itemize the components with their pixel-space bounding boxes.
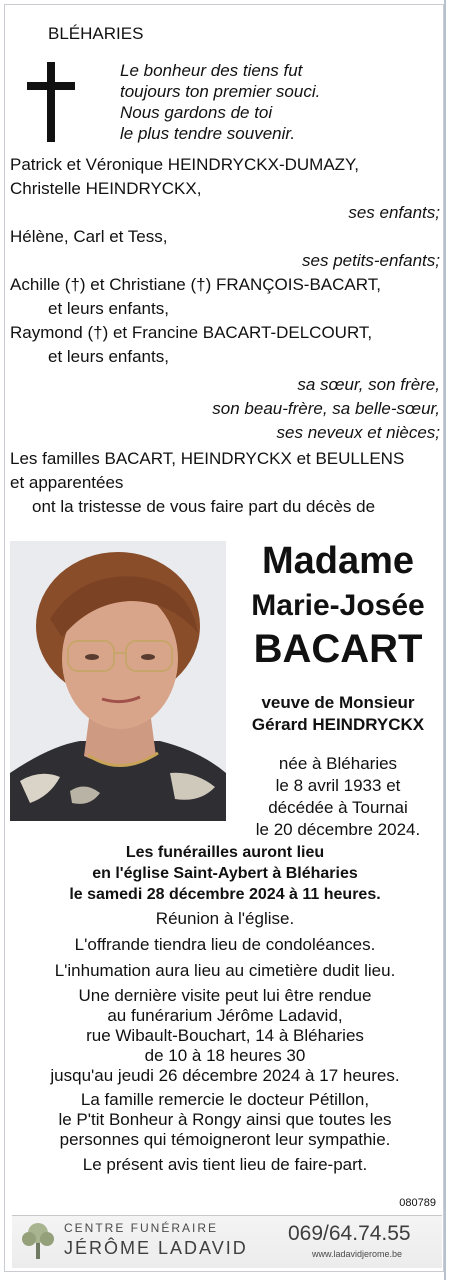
birth-death-line: le 8 avril 1933 et [275, 776, 401, 795]
deceased-first-name: Marie-Josée [251, 589, 425, 622]
info-line: L'inhumation aura lieu au cimetière dudit lieu. [54, 961, 396, 980]
deceased-title: Madame [261, 540, 415, 582]
family-line: Patrick et Véronique HEINDRYCKX-DUMAZY, [10, 155, 359, 174]
funeral-home-footer [12, 1215, 442, 1268]
info-line: jusqu'au jeudi 26 décembre 2024 à 17 heures. [50, 1066, 400, 1085]
info-line: personnes qui témoigneront leur sympathie. [59, 1130, 391, 1149]
birth-death-line: née à Bléharies [278, 754, 398, 773]
role-grandchildren: ses petits-enfants; [302, 251, 440, 270]
footer-phone: 069/64.74.55 [288, 1222, 411, 1245]
info-line: Une dernière visite peut lui être rendue [78, 986, 372, 1005]
cross-icon [27, 62, 75, 142]
family-line: Raymond (†) et Francine BACART-DELCOURT, [10, 323, 373, 342]
page-edge [444, 0, 446, 1280]
funeral-line: en l'église Saint-Aybert à Bléharies [92, 865, 358, 882]
family-line: Achille (†) et Christiane (†) FRANÇOIS-BACART, [10, 275, 381, 294]
birth-death-block [236, 753, 440, 841]
poem-line: Nous gardons de toi [120, 103, 273, 122]
role-siblings: sa sœur, son frère, [297, 375, 440, 394]
family-block [10, 154, 440, 520]
reference-number: 080789 [399, 1197, 436, 1209]
footer-website: www.ladavidjerome.be [312, 1249, 403, 1259]
family-line: Hélène, Carl et Tess, [10, 227, 168, 246]
family-line: Christelle HEINDRYCKX, [10, 179, 202, 198]
widow-line: Gérard HEINDRYCKX [251, 715, 425, 734]
info-line: Réunion à l'église. [155, 909, 295, 928]
poem-line: le plus tendre souvenir. [120, 124, 296, 143]
announcement-line: ont la tristesse de vous faire part du décès de [32, 497, 376, 516]
widow-line: veuve de Monsieur [261, 693, 415, 712]
location-heading: BLÉHARIES [48, 24, 144, 43]
footer-line1: CENTRE FUNÉRAIRE [64, 1221, 219, 1235]
info-line: Le présent avis tient lieu de faire-part. [82, 1155, 368, 1174]
funeral-bold-block [10, 842, 440, 905]
footer-line2: JÉRÔME LADAVID [64, 1238, 248, 1258]
info-line: rue Wibault-Bouchart, 14 à Bléharies [86, 1026, 364, 1045]
info-line: au funérarium Jérôme Ladavid, [107, 1006, 343, 1025]
funeral-info-block [10, 908, 440, 1176]
families-line: Les familles BACART, HEINDRYCKX et BEULLENS [10, 449, 405, 468]
role-siblings: son beau-frère, sa belle-sœur, [212, 399, 440, 418]
birth-death-line: le 20 décembre 2024. [255, 820, 421, 839]
info-line: le P'tit Bonheur à Rongy ainsi que toutes les [58, 1110, 392, 1129]
birth-death-line: décédée à Tournai [268, 798, 408, 817]
info-line: La famille remercie le docteur Pétillon, [80, 1090, 370, 1109]
deceased-photo [10, 541, 226, 821]
family-line: et leurs enfants, [48, 347, 169, 366]
tree-logo-icon [20, 1221, 56, 1261]
funeral-line: le samedi 28 décembre 2024 à 11 heures. [69, 886, 381, 903]
families-line: et apparentées [10, 473, 124, 492]
deceased-last-name: BACART [253, 627, 423, 671]
poem [120, 60, 320, 144]
role-siblings: ses neveux et nièces; [276, 423, 440, 442]
info-line: de 10 à 18 heures 30 [144, 1046, 306, 1065]
funeral-line: Les funérailles auront lieu [125, 844, 325, 861]
info-line: L'offrande tiendra lieu de condoléances. [74, 935, 376, 954]
family-line: et leurs enfants, [48, 299, 169, 318]
role-children: ses enfants; [348, 203, 440, 222]
poem-line: toujours ton premier souci. [120, 82, 321, 101]
poem-line: Le bonheur des tiens fut [120, 61, 303, 80]
